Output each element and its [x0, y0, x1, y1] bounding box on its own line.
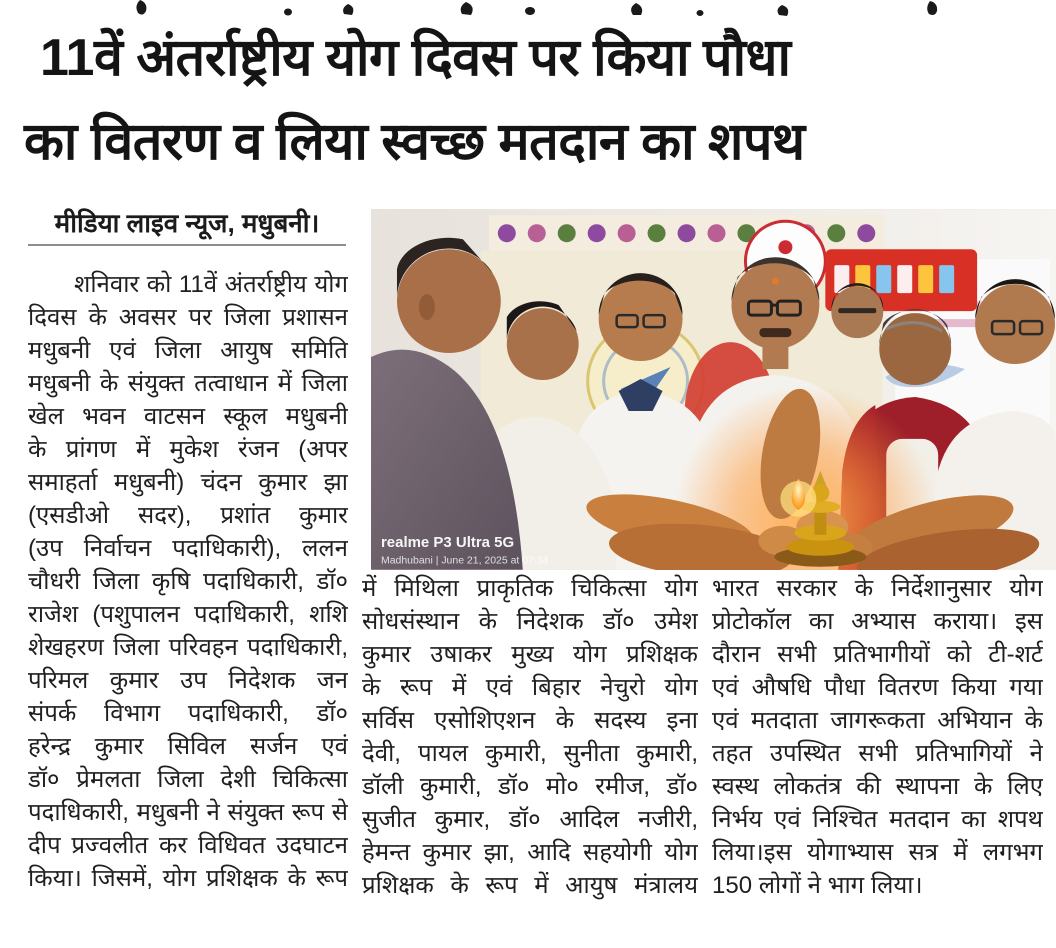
article-line: खेल भवन वाटसन स्कूल मधुबनी: [28, 403, 348, 430]
article-line: किया। जिसमें, योग प्रशिक्षक के रूप: [28, 865, 348, 892]
article-line: के प्रांगण में मुकेश रंजन (अपर: [28, 436, 348, 463]
article-line: शेखहरण जिला परिवहन पदाधिकारी,: [28, 634, 348, 661]
article-line: सर्विस एसोशिएशन के सदस्य इना: [362, 707, 698, 734]
article-line: देवी, पायल कुमारी, सुनीता कुमारी,: [362, 740, 698, 767]
article-line: (उप निर्वाचन पदाधिकारी), ललन: [28, 535, 348, 562]
article-line: दिवस के अवसर पर जिला प्रशासन: [28, 304, 348, 331]
headline-line-2: का वितरण व लिया स्वच्छ मतदान का शपथ: [24, 113, 805, 171]
photo-illustration: [371, 209, 1056, 570]
crop-marks: [0, 0, 1056, 16]
article-line: निर्भय एवं निश्चित मतदान का शपथ: [712, 806, 1043, 833]
article-line: राजेश (पशुपालन पदाधिकारी, शशि: [28, 601, 348, 628]
news-photo: [371, 209, 1056, 570]
article-line: लिया।इस योगाभ्यास सत्र में लगभग: [712, 839, 1043, 866]
article-line: डॉ० प्रेमलता जिला देशी चिकित्सा: [28, 766, 348, 793]
article-line: सोधसंस्थान के निदेशक डॉ० उमेश: [362, 608, 698, 635]
article-line: डॉली कुमारी, डॉ० मो० रमीज, डॉ०: [362, 773, 698, 800]
article-line: सुजीत कुमार, डॉ० आदिल नजीरी,: [362, 806, 698, 833]
article-line: कुमार उषाकर मुख्य योग प्रशिक्षक: [362, 641, 698, 668]
article-line: पदाधिकारी, मधुबनी ने संयुक्त रूप से: [28, 799, 348, 826]
article-line: स्वस्थ लोकतंत्र की स्थापना के लिए: [712, 773, 1043, 800]
headline: [0, 16, 1056, 184]
article-line: प्रोटोकॉल का अभ्यास कराया। इस: [712, 608, 1043, 635]
article-line: एवं मतदाता जागरूकता अभियान के: [712, 707, 1043, 734]
article-line: शनिवार को 11वें अंतर्राष्ट्रीय योग: [74, 271, 348, 298]
article-line: हेमन्त कुमार झा, आदि सहयोगी योग: [362, 839, 698, 866]
watermark-line-2: Madhubani | June 21, 2025 at 07:34: [380, 555, 549, 567]
article-line: (एसडीओ सदर), प्रशांत कुमार: [28, 502, 348, 529]
article-line: मधुबनी के संयुक्त तत्वाधान में जिला: [28, 370, 348, 397]
article-line: एवं औषधि पौधा वितरण किया गया: [712, 674, 1043, 701]
article-line: परिमल कुमार उप निदेशक जन: [28, 667, 348, 694]
person-figure-back: [831, 283, 883, 338]
article-line: चौधरी जिला कृषि पदाधिकारी, डॉ०: [28, 568, 348, 595]
article-line: संपर्क विभाग पदाधिकारी, डॉ०: [28, 700, 348, 727]
article-column-2: [362, 572, 698, 902]
watermark-line-1: realme P3 Ultra 5G: [380, 533, 515, 551]
article-line: दौरान सभी प्रतिभागीयों को टी-शर्ट: [712, 641, 1043, 668]
headline-line-1: 11वें अंतर्राष्ट्रीय योग दिवस पर किया पौधा: [40, 29, 791, 87]
article-line: मधुबनी एवं जिला आयुष समिति: [28, 337, 348, 364]
article-line: समाहर्ता मधुबनी) चंदन कुमार झा: [28, 469, 348, 496]
byline-rule: [28, 244, 346, 246]
article-line: प्रशिक्षक के रूप में आयुष मंत्रालय: [362, 872, 698, 899]
cropped-previous-line: [0, 0, 1056, 16]
byline: मीडिया लाइव न्यूज, मधुबनी।: [54, 208, 320, 238]
article-line: में मिथिला प्राकृतिक चिकित्सा योग: [362, 575, 698, 602]
article-line: 150 लोगों ने भाग लिया।: [712, 872, 923, 899]
article-line: हरेन्द्र कुमार सिविल सर्जन एवं: [28, 733, 348, 760]
article-line: के रूप में एवं बिहार नेचुरो योग: [362, 674, 698, 701]
article-line: भारत सरकार के निर्देशानुसार योग: [712, 575, 1043, 602]
article-line: दीप प्रज्वलीत कर विधिवत उदघाटन: [28, 832, 348, 859]
article-line: तहत उपस्थित सभी प्रतिभागियों ने: [712, 740, 1043, 767]
article-column-1: [28, 268, 348, 895]
article-column-3: [712, 572, 1043, 902]
